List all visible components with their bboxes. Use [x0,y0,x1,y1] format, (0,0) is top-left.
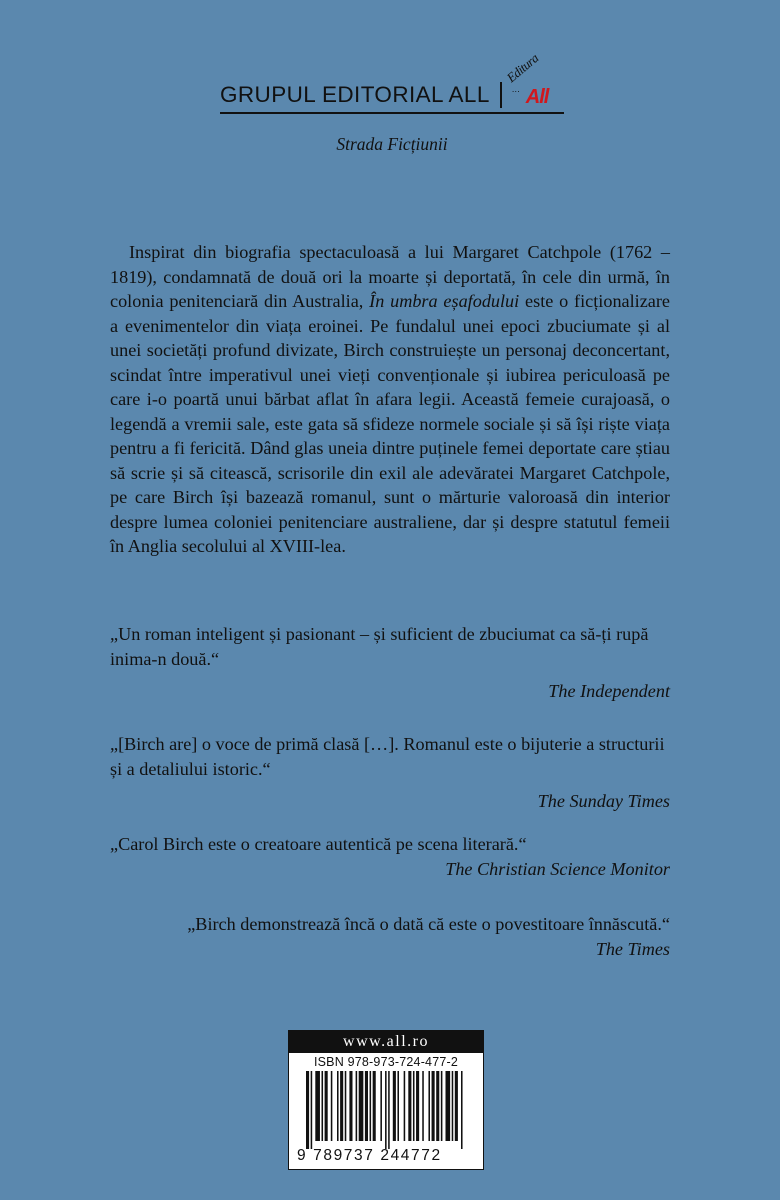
description-text-start: Inspirat din biografia spectaculoasă a lui Margaret Catchpole (1762 – 1819), condamnată de două ori la moarte și deportată, în cele din urmă, în colonia penitenciară din Australia, [110,242,670,311]
barcode-bar [432,1071,435,1141]
quote-source: The Times [595,938,670,959]
barcode-bar [331,1071,333,1141]
imprint-name: Strada Ficțiunii [336,134,448,154]
barcode-bar [349,1071,352,1141]
quote-text: „[Birch are] o voce de primă clasă […]. Romanul este o bijuterie a structurii și a detaliului istoric.“ [110,734,665,779]
barcode-bar [404,1071,406,1141]
barcode-bar [422,1071,424,1141]
barcode-bar [337,1071,339,1141]
review-quote [110,832,670,881]
barcode-bar [455,1071,458,1141]
review-quote [110,732,670,814]
publisher-separator [500,82,502,108]
barcode-bar [356,1071,358,1141]
isbn-barcode-box [288,1030,484,1170]
barcode-bar [306,1071,309,1149]
publisher-header [220,50,564,155]
publisher-row [220,50,564,110]
publisher-name: GRUPUL EDITORIAL ALL [220,81,490,107]
quote-source: The Sunday Times [537,791,670,811]
website-url: www.all.ro [289,1031,483,1053]
header-rule [220,112,564,114]
barcode-bar [436,1071,439,1141]
quote-text: „Un roman inteligent și pasionant – și suficient de zbuciumat ca să-ți rupă inima-n două.“ [110,624,649,669]
logo-brand-text: All [525,86,549,108]
review-quote [110,622,670,704]
book-description [110,240,670,559]
quote-source: The Independent [548,681,670,701]
barcode-bar [359,1071,364,1141]
barcode-bar [385,1071,387,1149]
barcode-bar [315,1071,320,1141]
barcode-bar [322,1071,324,1141]
barcode-bar [446,1071,451,1141]
barcode-bar [340,1071,343,1141]
barcode-bar [388,1071,390,1149]
logo-script-text: Editura [503,50,541,86]
barcode-bar [452,1071,454,1141]
editura-all-logo [503,50,564,110]
barcode-bar [461,1071,463,1149]
barcode-bar [408,1071,411,1141]
barcode-bars [296,1071,476,1149]
logo-ornament: ⋯ [511,87,520,96]
barcode-bar [370,1071,372,1141]
description-paragraph [110,240,670,559]
barcode-bar [441,1071,443,1141]
barcode-bar [416,1071,419,1141]
isbn-digits: 9 789737 244772 [297,1147,442,1164]
isbn-label: ISBN 978-973-724-477-2 [313,1055,459,1069]
quote-text: „Carol Birch este o creatoare autentică pe scena literară.“ [110,834,527,854]
barcode-bar [365,1071,368,1141]
barcode-bar [397,1071,399,1141]
barcode-bar [380,1071,382,1141]
quote-text: „Birch demonstrează încă o dată că este o povestitoare înnăscută.“ [187,914,670,934]
book-title: În umbra eșafodului [369,291,520,311]
barcode-bar [311,1071,313,1149]
review-quote [110,912,670,961]
barcode-bar [413,1071,415,1141]
barcode-bar [345,1071,347,1141]
barcode-bar [393,1071,396,1141]
quote-source: The Christian Science Monitor [445,858,670,879]
barcode-bar [373,1071,376,1141]
description-text-end: este o ficționalizare a evenimentelor din viața eroinei. Pe fundalul unei epoci zbuciumate și al unei societăți profund divizate, Birch construiește un personaj deconcertant, scindat între imperativul unei vieți convenționale și iubirea periculoasă pe care i-o poartă unui bărbat aflat în afara legii. Această femeie curajoasă, o legendă a vremii sale, este gata să sfideze normele sociale și să își riște viața pentru a fi fericită. Dând glas uneia dintre puținele femei deportate care știau să scrie și să citească, scrisorile din exil ale adevăratei Margaret Catchpole, pe care Birch își bazează romanul, sunt o mărturie valoroasă din interior despre lumea coloniei penitenciare australiene, dar și despre statutul femeii în Anglia secolului al XVIII-lea. [110,291,670,556]
barcode-bar [428,1071,430,1141]
barcode-bar [325,1071,328,1141]
